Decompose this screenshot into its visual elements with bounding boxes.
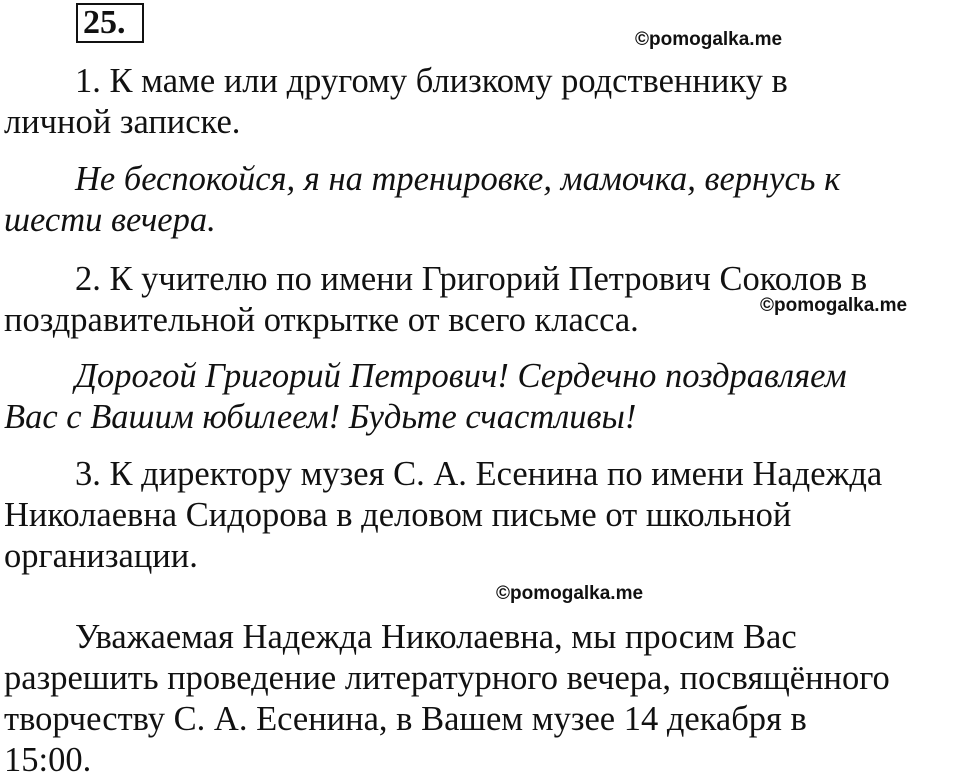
paragraph-6-letter-to-director: Уважаемая Надежда Николаевна, мы просим Вас разрешить проведение литературного вечера, посвящённого творчеству С. А. Есенина, в Вашем музее 14 декабря в 15:00. <box>4 618 890 779</box>
paragraph-3-recipient-teacher: 2. К учителю по имени Григорий Петрович Соколов в поздравительной открытке от всего класса. <box>4 260 868 339</box>
paragraph-2-note-to-mother: Не беспокойся, я на тренировке, мамочка, вернусь к шести вечера. <box>4 160 841 239</box>
watermark-2: ©pomogalka.me <box>760 295 908 316</box>
task-number-box: 25. <box>76 3 144 43</box>
paragraph-4-greeting-to-teacher: Дорогой Григорий Петрович! Сердечно поздравляем Вас с Вашим юбилеем! Будьте счастливы! <box>4 357 847 436</box>
paragraph-5-recipient-director: 3. К директору музея С. А. Есенина по имени Надежда Николаевна Сидорова в деловом письме от школьной организации. <box>4 455 883 575</box>
watermark-1: ©pomogalka.me <box>635 29 783 50</box>
paragraph-1-recipient-mother: 1. К маме или другому близкому родственнику в личной записке. <box>4 62 788 141</box>
watermark-3: ©pomogalka.me <box>496 583 644 604</box>
